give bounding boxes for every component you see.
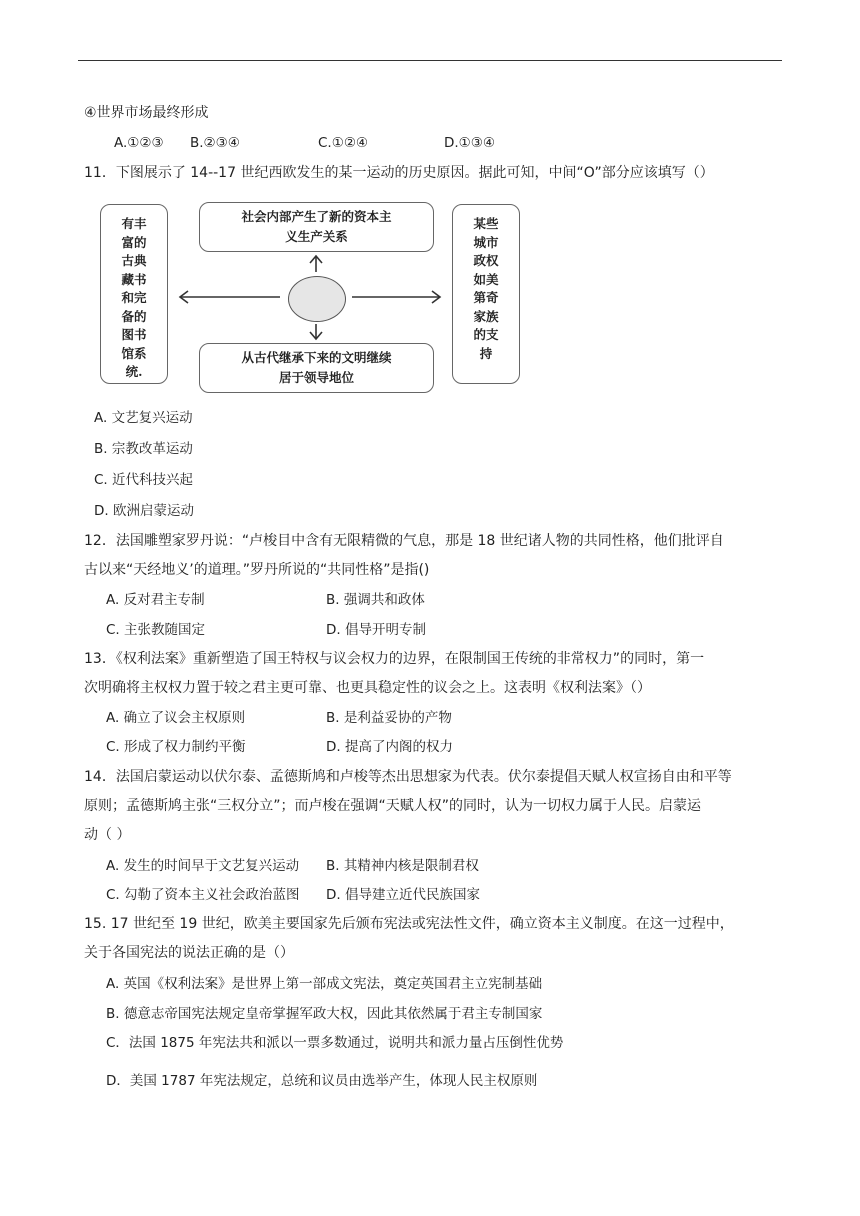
q15-option-c[interactable]: C．法国 1875 年宪法共和派以一票多数通过，说明共和派力量占压倒性优势 — [106, 1035, 564, 1051]
q12-option-b[interactable]: B. 强调共和政体 — [326, 592, 425, 608]
q15-option-a[interactable]: A. 英国《权利法案》是世界上第一部成文宪法，奠定英国君主立宪制基础 — [106, 976, 543, 992]
q14-line3: 动（ ） — [84, 827, 131, 843]
diagram-bottom-box: 从古代继承下来的文明继续 居于领导地位 — [199, 343, 434, 393]
q14-line2: 原则；孟德斯鸠主张“三权分立”；而卢梭在强调“天赋人权”的同时，认为一切权力属于人民。启蒙运 — [84, 798, 702, 814]
q10-option-a[interactable]: A.①②③ — [114, 135, 164, 151]
q12-line1: 12．法国雕塑家罗丹说：“卢梭目中含有无限精微的气息，那是 18 世纪诸人物的共同性格，他们批评自 — [84, 533, 724, 549]
q14-option-c[interactable]: C. 勾勒了资本主义社会政治蓝图 — [106, 887, 300, 903]
q14-option-b[interactable]: B. 其精神内核是限制君权 — [326, 858, 479, 874]
diagram-top-box: 社会内部产生了新的资本主 义生产关系 — [199, 202, 434, 252]
q13-line2: 次明确将主权权力置于较之君主更可靠、也更具稳定性的议会之上。这表明《权利法案》（） — [84, 680, 651, 696]
q15-option-b[interactable]: B. 德意志帝国宪法规定皇帝掌握军政大权，因此其依然属于君主专制国家 — [106, 1006, 543, 1022]
diagram-arrows — [96, 198, 526, 398]
q14-option-a[interactable]: A. 发生的时间早于文艺复兴运动 — [106, 858, 300, 874]
q12-option-a[interactable]: A. 反对君主专制 — [106, 592, 205, 608]
q13-option-b[interactable]: B. 是利益妥协的产物 — [326, 710, 452, 726]
q10-option-b[interactable]: B.②③④ — [190, 135, 240, 151]
q13-option-a[interactable]: A. 确立了议会主权原则 — [106, 710, 246, 726]
q13-option-d[interactable]: D. 提高了内阁的权力 — [326, 739, 453, 755]
q10-option-c[interactable]: C.①②④ — [318, 135, 369, 151]
q11-option-c[interactable]: C. 近代科技兴起 — [94, 472, 194, 488]
q14-option-d[interactable]: D. 倡导建立近代民族国家 — [326, 887, 480, 903]
header-rule — [78, 60, 782, 61]
q12-option-d[interactable]: D. 倡导开明专制 — [326, 622, 426, 638]
q15-line2: 关于各国宪法的说法正确的是（） — [84, 945, 294, 961]
q11-option-a[interactable]: A. 文艺复兴运动 — [94, 410, 193, 426]
q11-stem: 11．下图展示了 14--17 世纪西欧发生的某一运动的历史原因。据此可知，中间“O”部分应该填写（） — [84, 165, 714, 181]
q13-option-c[interactable]: C. 形成了权力制约平衡 — [106, 739, 246, 755]
q14-line1: 14．法国启蒙运动以伏尔泰、孟德斯鸠和卢梭等杰出思想家为代表。伏尔泰提倡天赋人权宣扬自由和平等 — [84, 769, 732, 785]
q10-item4: ④世界市场最终形成 — [84, 105, 209, 121]
q12-line2: 古以来“天经地义’的道理。”罗丹所说的“共同性格”是指() — [84, 562, 430, 578]
q11-option-b[interactable]: B. 宗教改革运动 — [94, 441, 193, 457]
q13-line1: 13．《权利法案》重新塑造了国王特权与议会权力的边界，在限制国王传统的非常权力”的同时，第一 — [84, 651, 705, 667]
q10-option-d[interactable]: D.①③④ — [444, 135, 495, 151]
q11-diagram — [96, 198, 526, 398]
diagram-right-box: 某些 城市 政权 如美 第奇 家族 的支 持 — [452, 204, 520, 384]
diagram-left-box: 有丰 富的 古典 藏书 和完 备的 图书 馆系 统. — [100, 204, 168, 384]
q15-option-d[interactable]: D．美国 1787 年宪法规定，总统和议员由选举产生，体现人民主权原则 — [106, 1073, 538, 1089]
q15-line1: 15. 17 世纪至 19 世纪，欧美主要国家先后颁布宪法或宪法性文件，确立资本主义制度。在这一过程中， — [84, 916, 734, 932]
q12-option-c[interactable]: C. 主张教随国定 — [106, 622, 206, 638]
q11-option-d[interactable]: D. 欧洲启蒙运动 — [94, 503, 194, 519]
